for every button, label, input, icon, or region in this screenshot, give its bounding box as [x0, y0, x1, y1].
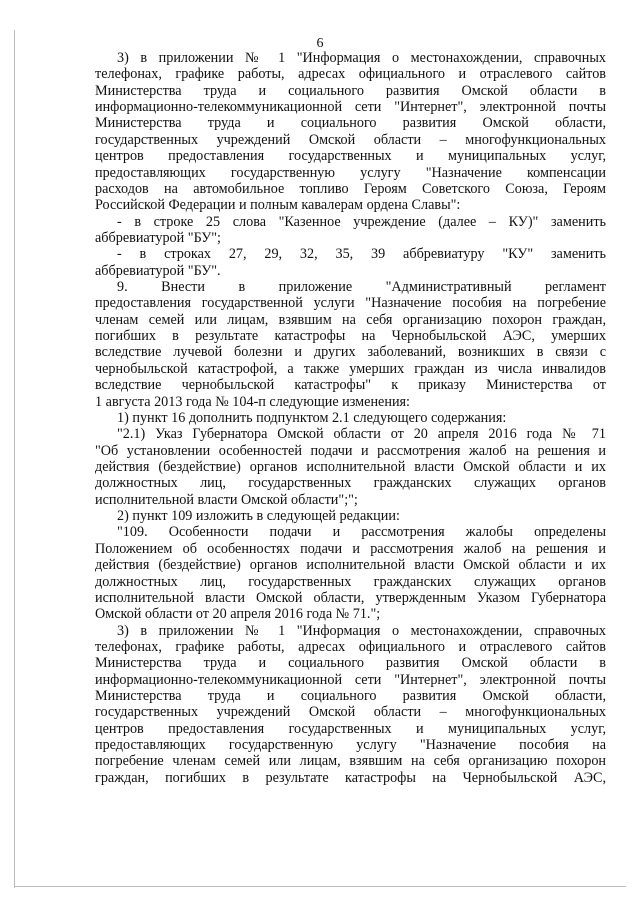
- text-line: действия (бездействие) органов исполнительной власти Омской области и их: [95, 557, 606, 574]
- text-line: телефонах, графике работы, адресах официального и отраслевого сайтов: [95, 66, 606, 83]
- text-line: 1 августа 2013 года № 104-п следующие изменения:: [95, 393, 410, 410]
- text-line: центров предоставления государственных и муниципальных услуг,: [95, 148, 606, 165]
- text-line: - в строках 27, 29, 32, 35, 39 аббревиатуру "КУ" заменить: [117, 246, 606, 263]
- text-line: телефонах, графике работы, адресах официального и отраслевого сайтов: [95, 638, 606, 655]
- text-line: "2.1) Указ Губернатора Омской области от 20 апреля 2016 года № 71: [117, 426, 606, 443]
- text-line: Омской области от 20 апреля 2016 года № 71.";: [95, 606, 381, 623]
- text-line: аббревиатурой "БУ".: [95, 262, 221, 279]
- text-line: должностных лиц, государственных гражданских служащих органов: [95, 475, 606, 492]
- text-line: исполнительной власти Омской области";";: [95, 491, 358, 508]
- text-line: предоставляющих государственную услугу "Назначение компенсации: [95, 164, 606, 181]
- text-line: - в строке 25 слова "Казенное учреждение (далее – КУ)" заменить: [117, 213, 606, 230]
- text-line: чернобыльской катастрофой, а также умерших граждан из числа инвалидов: [95, 360, 606, 377]
- text-line: 3) в приложении № 1 "Информация о местонахождении, справочных: [117, 50, 606, 66]
- text-line: должностных лиц, государственных гражданских служащих органов: [95, 573, 606, 590]
- text-line: информационно-телекоммуникационной сети "Интернет", электронной почты: [95, 99, 606, 116]
- text-line: членам семей или лицам, взявшим на себя организацию похорон граждан,: [95, 311, 606, 328]
- text-line: исполнительной власти Омской области, утвержденным Указом Губернатора: [95, 589, 606, 606]
- text-line: Министерства труда и социального развития Омской области,: [95, 115, 606, 132]
- text-line: Российской Федерации и полным кавалерам ордена Славы":: [95, 197, 461, 214]
- text-line: погребение членам семей или лицам, взявшим на себя организацию похорон: [95, 753, 606, 770]
- text-line: государственных учреждений Омской области – многофункциональных: [95, 704, 606, 721]
- document-body: [95, 50, 606, 786]
- text-line: Министерства труда и социального развития Омской области в: [95, 82, 606, 99]
- text-line: вследствие чернобыльской катастрофы" к приказу Министерства от: [95, 377, 606, 394]
- text-line: Министерства труда и социального развития Омской области,: [95, 688, 606, 705]
- scan-edge-left: [14, 30, 15, 888]
- text-line: аббревиатурой "БУ";: [95, 229, 221, 246]
- text-line: центров предоставления государственных и муниципальных услуг,: [95, 720, 606, 737]
- text-line: государственных учреждений Омской области – многофункциональных: [95, 131, 606, 148]
- text-line: расходов на автомобильное топливо Героям Советского Союза, Героям: [95, 180, 606, 197]
- scan-edge-bottom: [14, 886, 626, 887]
- page-number: 6: [316, 36, 324, 51]
- text-line: предоставления государственной услуги "Назначение пособия на погребение: [95, 295, 606, 312]
- text-line: Положением об особенностях подачи и рассмотрения жалоб на решения и: [95, 540, 606, 557]
- text-line: 1) пункт 16 дополнить подпунктом 2.1 следующего содержания:: [117, 409, 507, 426]
- text-line: граждан, погибших в результате катастрофы на Чернобыльской АЭС,: [95, 769, 606, 786]
- text-line: информационно-телекоммуникационной сети "Интернет", электронной почты: [95, 671, 606, 688]
- text-line: Министерства труда и социального развития Омской области в: [95, 655, 606, 672]
- text-line: действия (бездействие) органов исполнительной власти Омской области и их: [95, 458, 606, 475]
- text-line: 2) пункт 109 изложить в следующей редакции:: [117, 508, 400, 525]
- text-line: "Об установлении особенностей подачи и рассмотрения жалоб на решения и: [95, 442, 606, 459]
- text-line: 3) в приложении № 1 "Информация о местонахождении, справочных: [117, 622, 606, 639]
- text-line: вследствие лучевой болезни и других заболеваний, возникших в связи с: [95, 344, 606, 361]
- text-line: погибших в результате катастрофы на Чернобыльской АЭС, умерших: [95, 328, 606, 345]
- text-line: предоставляющих государственную услугу "Назначение пособия на: [95, 737, 606, 754]
- text-line: "109. Особенности подачи и рассмотрения жалобы определены: [117, 524, 606, 541]
- text-line: 9. Внести в приложение "Административный регламент: [117, 279, 606, 296]
